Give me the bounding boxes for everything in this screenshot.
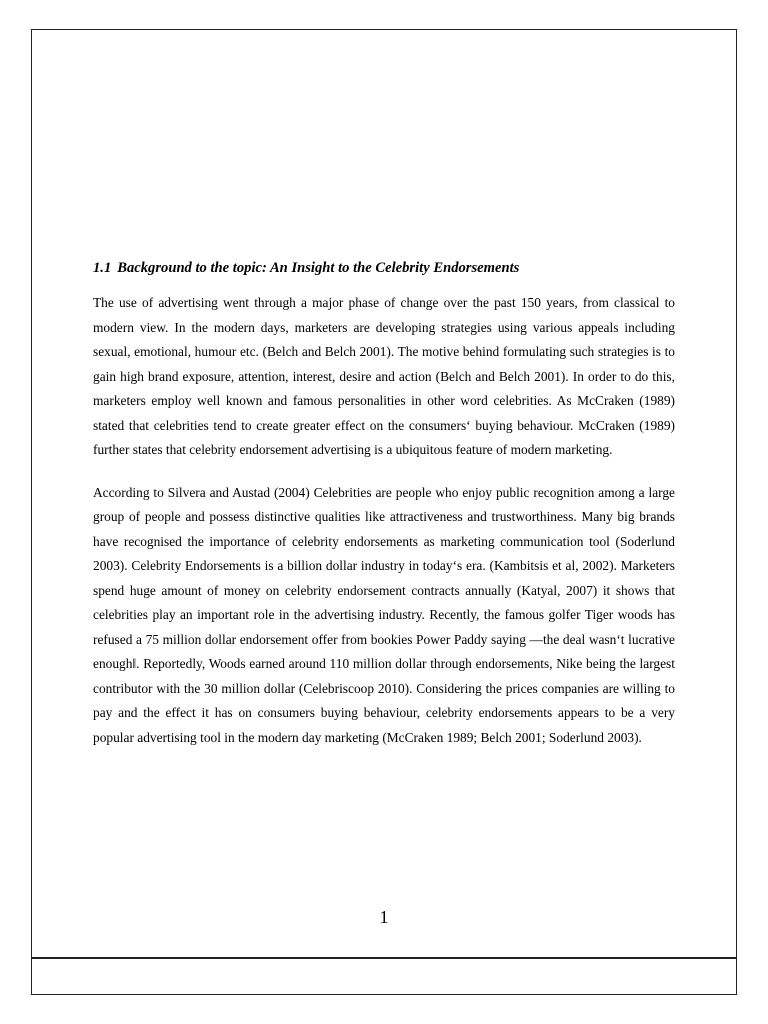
footer-rule	[31, 957, 737, 959]
section-heading	[93, 257, 675, 279]
paragraph-2: According to Silvera and Austad (2004) Celebrities are people who enjoy public recognition among a large group of people and possess distinctive qualities like attractiveness and trustworthiness. Many big brands have recognised the importance of celebrity endorsements as marketing communication tool (Soderlund 2003). Celebrity Endorsements is a billion dollar industry in today‘s era. (Kambitsis et al, 2002). Marketers spend huge amount of money on celebrity endorsement contracts annually (Katyal, 2007) it shows that celebrities play an important role in the advertising industry. Recently, the famous golfer Tiger woods has refused a 75 million dollar endorsement offer from bookies Power Paddy saying ―the deal wasn‘t lucrative enough‖. Reportedly, Woods earned around 110 million dollar through endorsements, Nike being the largest contributor with the 30 million dollar (Celebriscoop 2010). Considering the prices companies are willing to pay and the effect it has on consumers buying behaviour, celebrity endorsements appears to be a very popular advertising tool in the modern day marketing (McCraken 1989; Belch 2001; Soderlund 2003).	[93, 484, 675, 745]
document-body	[93, 257, 675, 750]
paragraph-1: The use of advertising went through a major phase of change over the past 150 years, from classical to modern view. In the modern days, marketers are developing strategies using various appeals including sexual, emotional, humour etc. (Belch and Belch 2001). The motive behind formulating such strategies is to gain high brand exposure, attention, interest, desire and action (Belch and Belch 2001). In order to do this, marketers employ well known and famous personalities in other word celebrities. As McCraken (1989) stated that celebrities tend to create greater effect on the consumers‘ buying behaviour. McCraken (1989) further states that celebrity endorsement advertising is a ubiquitous feature of modern marketing.	[93, 295, 675, 457]
section-number: 1.1	[93, 260, 112, 276]
page-number: 1	[379, 907, 389, 927]
section-title: Background to the topic: An Insight to the Celebrity Endorsements	[117, 260, 520, 276]
